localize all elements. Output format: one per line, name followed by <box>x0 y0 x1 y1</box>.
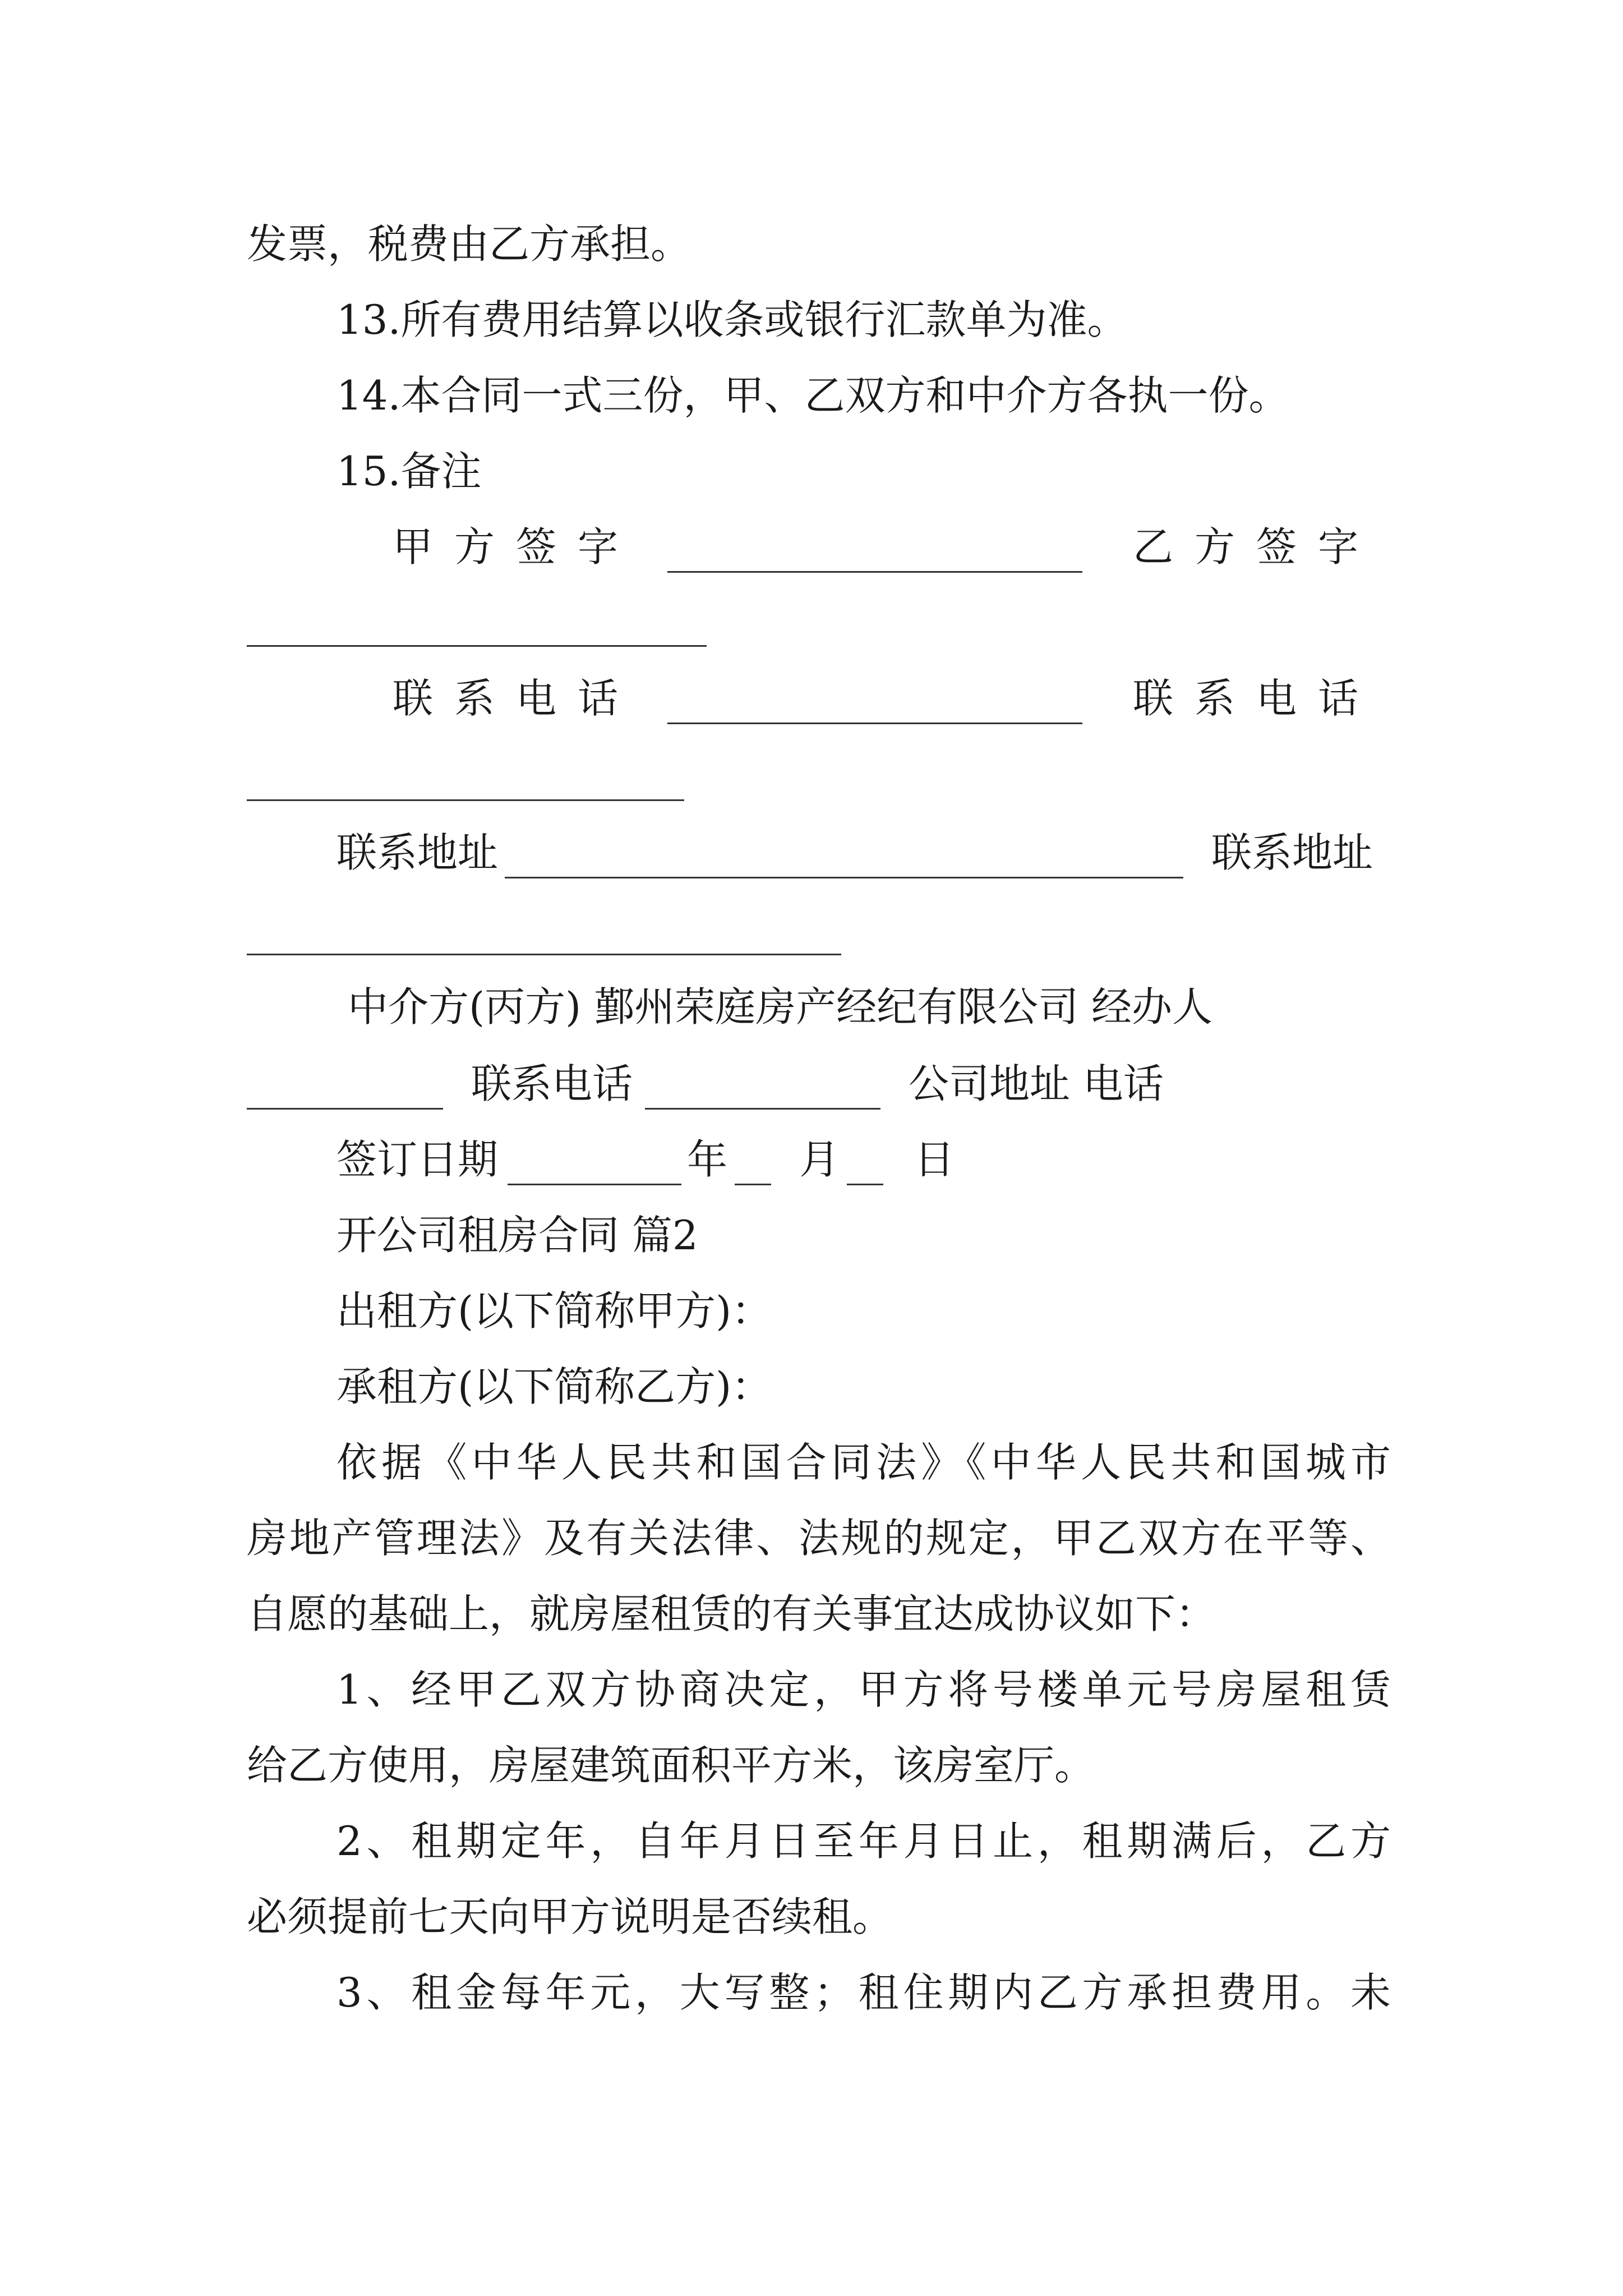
signature-a-blank <box>667 571 1082 573</box>
agency-address-phone: 公司地址 电话 <box>909 1060 1164 1107</box>
signature-b-blank <box>247 645 707 647</box>
date-year-blank <box>508 1184 681 1185</box>
signature-b-label <box>1133 516 1380 578</box>
agency-line: 中介方(丙方) 鄞州荣庭房产经纪有限公司 经办人 <box>348 983 1212 1030</box>
agency-phone-blank <box>645 1108 880 1110</box>
address-b-blank <box>247 954 841 955</box>
paragraph-line: 自愿的基础上，就房屋租赁的有关事宜达成协议如下： <box>247 1590 1216 1637</box>
lessee-line: 承租方(以下简称乙方)： <box>336 1363 772 1410</box>
date-month-blank <box>735 1184 771 1185</box>
address-b-label: 联系地址 <box>1211 829 1373 876</box>
phone-b-label <box>1133 668 1380 729</box>
signature-a-text: 甲方签字 <box>393 523 640 570</box>
date-month: 月 <box>799 1136 840 1183</box>
date-day-blank <box>847 1184 883 1185</box>
phone-a-label <box>393 668 639 729</box>
paragraph-line: 1、经甲乙双方协商决定，甲方将号楼单元号房屋租赁 <box>336 1666 1391 1713</box>
signature-b-text: 乙方签字 <box>1133 523 1380 570</box>
clause-13: 13.所有费用结算以收条或银行汇款单为准。 <box>336 296 1128 343</box>
paragraph-line: 房地产管理法》及有关法律、法规的规定，甲乙双方在平等、 <box>247 1515 1391 1562</box>
section-title: 开公司租房合同 篇2 <box>336 1212 698 1259</box>
phone-a-blank <box>667 723 1082 724</box>
date-year: 年 <box>687 1136 728 1183</box>
paragraph-line: 2、租期定年，自年月日至年月日止，租期满后，乙方 <box>336 1818 1391 1865</box>
lessor-line: 出租方(以下简称甲方)： <box>336 1287 772 1335</box>
paragraph-line: 必须提前七天向甲方说明是否续租。 <box>247 1893 893 1940</box>
clause-14: 14.本合同一式三份，甲、乙双方和中介方各执一份。 <box>336 372 1289 419</box>
agency-phone-label: 联系电话 <box>471 1060 633 1107</box>
paragraph-line: 3、租金每年元，大写整；租住期内乙方承担费用。未 <box>336 1969 1391 2016</box>
paragraph-line: 依据《中华人民共和国合同法》《中华人民共和国城市 <box>336 1439 1391 1486</box>
address-a-label: 联系地址 <box>336 829 499 876</box>
phone-b-blank <box>247 799 684 801</box>
address-a-blank <box>505 877 1183 878</box>
agent-blank <box>247 1108 443 1110</box>
date-day: 日 <box>914 1136 955 1183</box>
paragraph-line: 给乙方使用，房屋建筑面积平方米，该房室厅。 <box>247 1742 1095 1789</box>
phone-b-text: 联系电话 <box>1133 675 1380 722</box>
date-label: 签订日期 <box>336 1136 499 1183</box>
clause-15: 15.备注 <box>336 448 482 495</box>
phone-a-text: 联系电话 <box>393 675 640 722</box>
signature-a-label <box>393 516 639 578</box>
text-line: 发票，税费由乙方承担。 <box>247 220 691 268</box>
